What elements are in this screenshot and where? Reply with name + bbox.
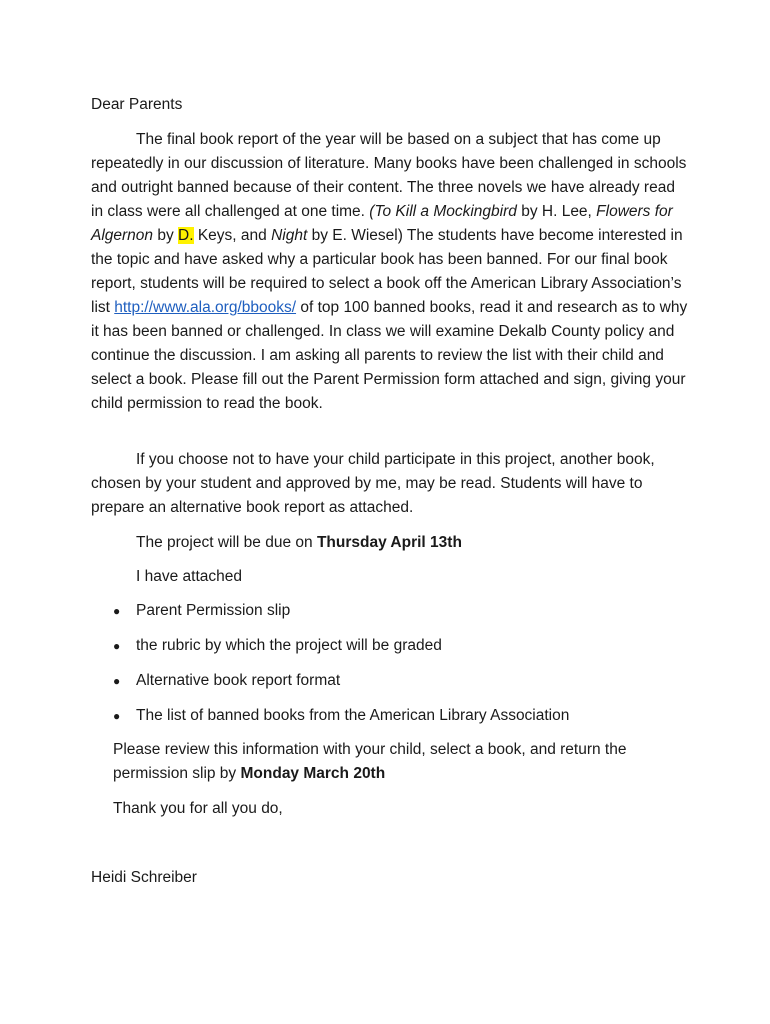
attachment-label: The list of banned books from the American Library Association bbox=[136, 707, 570, 724]
intro-text-b: by H. Lee, bbox=[516, 203, 597, 220]
intro-text-f: of top 100 banned books, read it and research as to why it has been banned or challenged. In class we will examine Dekalb County policy and continue the discussion. I am asking all parents to review the list with their child and select a book. Please fill out the Parent Permission form attached and sign, giving your child permission to read the book. bbox=[91, 299, 688, 412]
bullet-icon: ● bbox=[113, 674, 121, 688]
review-request bbox=[113, 738, 691, 786]
attachment-label: the rubric by which the project will be graded bbox=[136, 637, 442, 654]
attached-intro: I have attached bbox=[136, 568, 242, 585]
intro-text-e: by E. Wiesel) The students have become interested in the topic and have asked why a particular book has been banned. For our final book report, students will be required to select a book off the American Library Association’s list bbox=[91, 227, 683, 316]
attachment-label: Alternative book report format bbox=[136, 672, 341, 689]
attachment-label: Parent Permission slip bbox=[136, 602, 291, 619]
book-title-mockingbird: (To Kill a Mockingbird bbox=[369, 203, 517, 220]
intro-text-a: The final book report of the year will be based on a subject that has come up repeatedly in our discussion of literature. Many books have been challenged in schools and outright banned because of their content. The three novels we have already read in class were all challenged at one time. bbox=[91, 131, 687, 220]
list-item bbox=[91, 704, 691, 728]
due-date-line bbox=[91, 531, 691, 555]
closing: Thank you for all you do, bbox=[113, 800, 283, 817]
list-item bbox=[91, 634, 691, 658]
due-date: Thursday April 13th bbox=[316, 534, 462, 551]
intro-text-c: by bbox=[153, 227, 179, 244]
list-item bbox=[91, 669, 691, 693]
paragraph-alternative: If you choose not to have your child participate in this project, another book, chosen by your student and approved by me, may be read. Students will have to prepare an alternative book report as attached. bbox=[91, 451, 655, 516]
list-item bbox=[91, 599, 691, 623]
paragraph-intro bbox=[91, 128, 691, 416]
book-title-night: Night bbox=[271, 227, 308, 244]
attachments-list bbox=[91, 599, 691, 739]
due-prefix: The project will be due on bbox=[136, 534, 317, 551]
book-title-algernon: Flowers for Algernon bbox=[91, 203, 673, 244]
ala-link[interactable]: http://www.ala.org/bbooks/ bbox=[114, 299, 297, 316]
signature: Heidi Schreiber bbox=[91, 869, 197, 886]
return-date: Monday March 20th bbox=[240, 765, 386, 782]
review-prefix: Please review this information with your child, select a book, and return the permission slip by bbox=[113, 741, 627, 782]
bullet-icon: ● bbox=[113, 639, 121, 653]
bullet-icon: ● bbox=[113, 604, 121, 618]
highlighted-initial: D. bbox=[178, 227, 194, 244]
intro-text-d: Keys, and bbox=[193, 227, 272, 244]
bullet-icon: ● bbox=[113, 709, 121, 723]
salutation: Dear Parents bbox=[91, 96, 183, 113]
